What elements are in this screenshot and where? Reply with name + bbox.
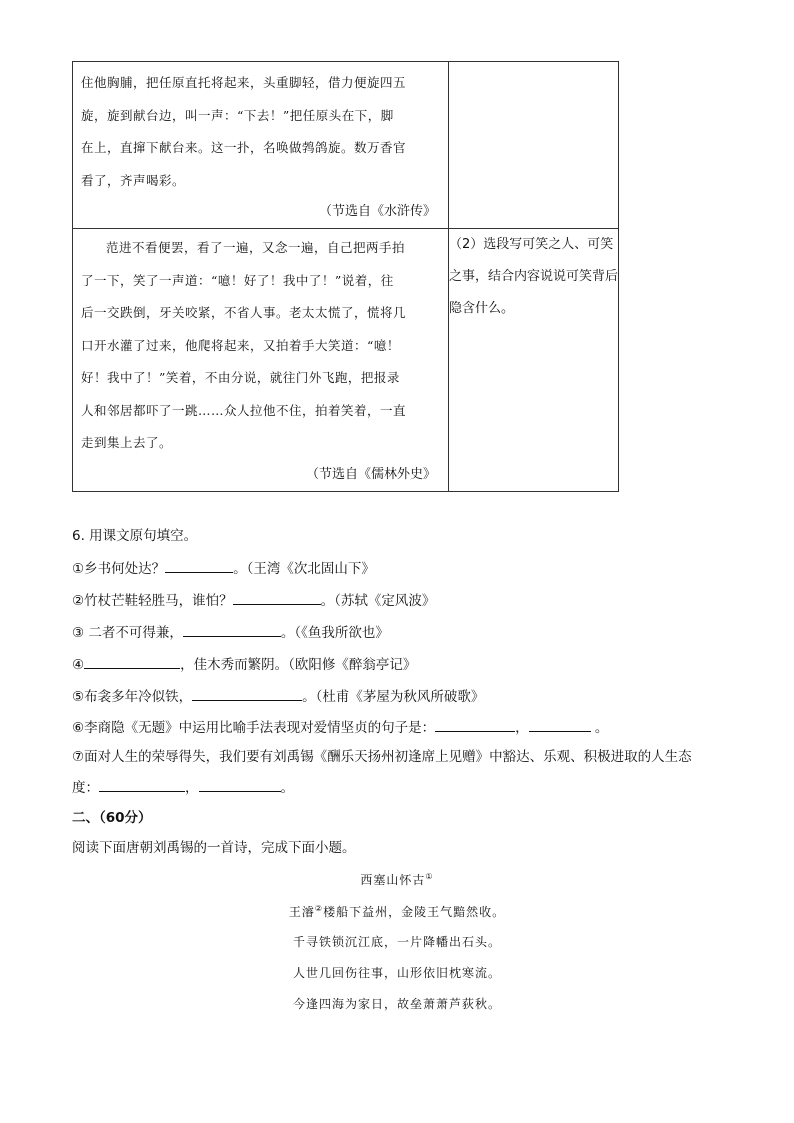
passage-line: 口开水灌了过来，他爬将起来，又拍着手大笑道：“噫！ [81, 337, 400, 353]
passage-line: 旋，旋到献台边，叫一声：“下去！”把任原头在下，脚 [81, 107, 394, 123]
fill-text: ， [185, 780, 199, 796]
fill-item-2 [72, 590, 752, 611]
fill-text: 。 [280, 780, 294, 796]
fill-text: 。（《鱼我所欲也》 [280, 625, 389, 641]
fill-item-7-line2 [72, 777, 752, 798]
answer-blank[interactable] [165, 558, 233, 573]
source-rulin: （节选自《儒林外史》 [305, 466, 436, 482]
empty-question-cell [449, 62, 619, 229]
poem-text: 王濬 [288, 905, 315, 919]
footnote-mark: ① [425, 872, 434, 881]
passage-line: 好！我中了！”笑着，不由分说，就往门外飞跑，把报录 [81, 370, 400, 385]
source-shuihu: （节选自《水浒传》 [318, 204, 436, 219]
passage-line: 走到集上去了。 [81, 435, 173, 450]
fill-text: 。 [590, 720, 609, 736]
fill-text: ， [515, 720, 529, 736]
fill-text: ⑥李商隐《无题》中运用比喻手法表现对爱情坚贞的句子是： [72, 720, 436, 736]
fill-text: ，佳木秀而繁阴。（欧阳修《醉翁亭记》 [180, 657, 417, 673]
poem-line-3: 人世几回伤往事，山形依旧枕寒流。 [292, 966, 501, 980]
fill-heading: 6. 用课文原句填空。 [72, 528, 198, 544]
answer-blank[interactable] [199, 777, 281, 792]
fill-text: ①乡书何处达？ [72, 561, 166, 577]
fill-item-7 [72, 747, 752, 767]
table-row [73, 62, 619, 229]
fill-text: 。（王湾《次北固山下》 [233, 561, 375, 577]
poem-title [0, 870, 794, 890]
answer-blank[interactable] [435, 717, 515, 732]
passage-line: 了一下，笑了一声道：“噫！好了！我中了！”说着，往 [81, 272, 394, 288]
passage-line: 在上，直撺下献台来。这一扑，名唤做鹁鸽旋。数万香官 [81, 140, 407, 155]
section-intro: 阅读下面唐朝刘禹锡的一首诗，完成下面小题。 [72, 840, 356, 856]
answer-blank[interactable] [99, 777, 185, 792]
table-row [73, 229, 619, 492]
fill-text: ②竹杖芒鞋轻胜马，谁怕？ [72, 593, 233, 609]
fill-item-3 [72, 622, 752, 643]
answer-blank[interactable] [84, 654, 180, 669]
answer-blank[interactable] [529, 717, 591, 732]
poem-line-4: 今逢四海为家日，故垒萧萧芦荻秋。 [292, 997, 501, 1011]
passage-cell-rulin [73, 229, 449, 492]
passage-shuihu [73, 62, 448, 197]
answer-blank[interactable] [192, 686, 302, 701]
poem-text: 楼船下益州，金陵王气黯然收。 [323, 905, 506, 919]
fill-item-1 [72, 558, 752, 579]
poem-line-2: 千寻铁锁沉江底，一片降幡出石头。 [292, 935, 501, 949]
passage-line: 后一交跌倒，牙关咬紧，不省人事。老太太慌了，慌将几 [81, 305, 407, 320]
passage-rulin [73, 229, 448, 460]
passage-line: 住他胸脯，把任原直托将起来，头重脚轻，借力便旋四五 [81, 75, 407, 90]
fill-text: ⑦面对人生的荣辱得失，我们要有刘禹锡《酬乐天扬州初逢席上见赠》中豁达、乐观、积极进取的人生态 [72, 749, 692, 765]
poem-title-text: 西塞山怀古 [360, 873, 426, 887]
fill-text: 。（苏轼《定风波》 [320, 593, 436, 609]
fill-item-4 [72, 654, 752, 675]
fill-item-6 [72, 717, 752, 738]
reading-table [72, 61, 619, 492]
passage-line: 范进不看便罢，看了一遍，又念一遍，自己把两手拍 [106, 240, 406, 255]
section-heading: 二、（60分） [72, 810, 152, 826]
poem-line-1 [0, 902, 794, 922]
question-2: （2）选段写可笑之人、可笑之事，结合内容说说可笑背后隐含什么。 [449, 229, 619, 492]
fill-text: 。（杜甫《茅屋为秋风所破歌》 [302, 689, 485, 705]
fill-item-5 [72, 686, 752, 707]
fill-text: ③ 二者不可得兼， [72, 625, 183, 641]
footnote-mark: ② [314, 904, 324, 913]
answer-blank[interactable] [233, 590, 321, 605]
fill-text: ④ [72, 657, 85, 673]
passage-line: 人和邻居都吓了一跳……众人拉他不住，拍着笑着，一直 [81, 402, 407, 418]
answer-blank[interactable] [183, 622, 281, 637]
fill-text: 度： [72, 780, 99, 796]
passage-cell-shuihu [73, 62, 449, 229]
fill-text: ⑤布衾多年冷似铁， [72, 689, 193, 705]
passage-line: 看了，齐声喝彩。 [81, 172, 186, 188]
